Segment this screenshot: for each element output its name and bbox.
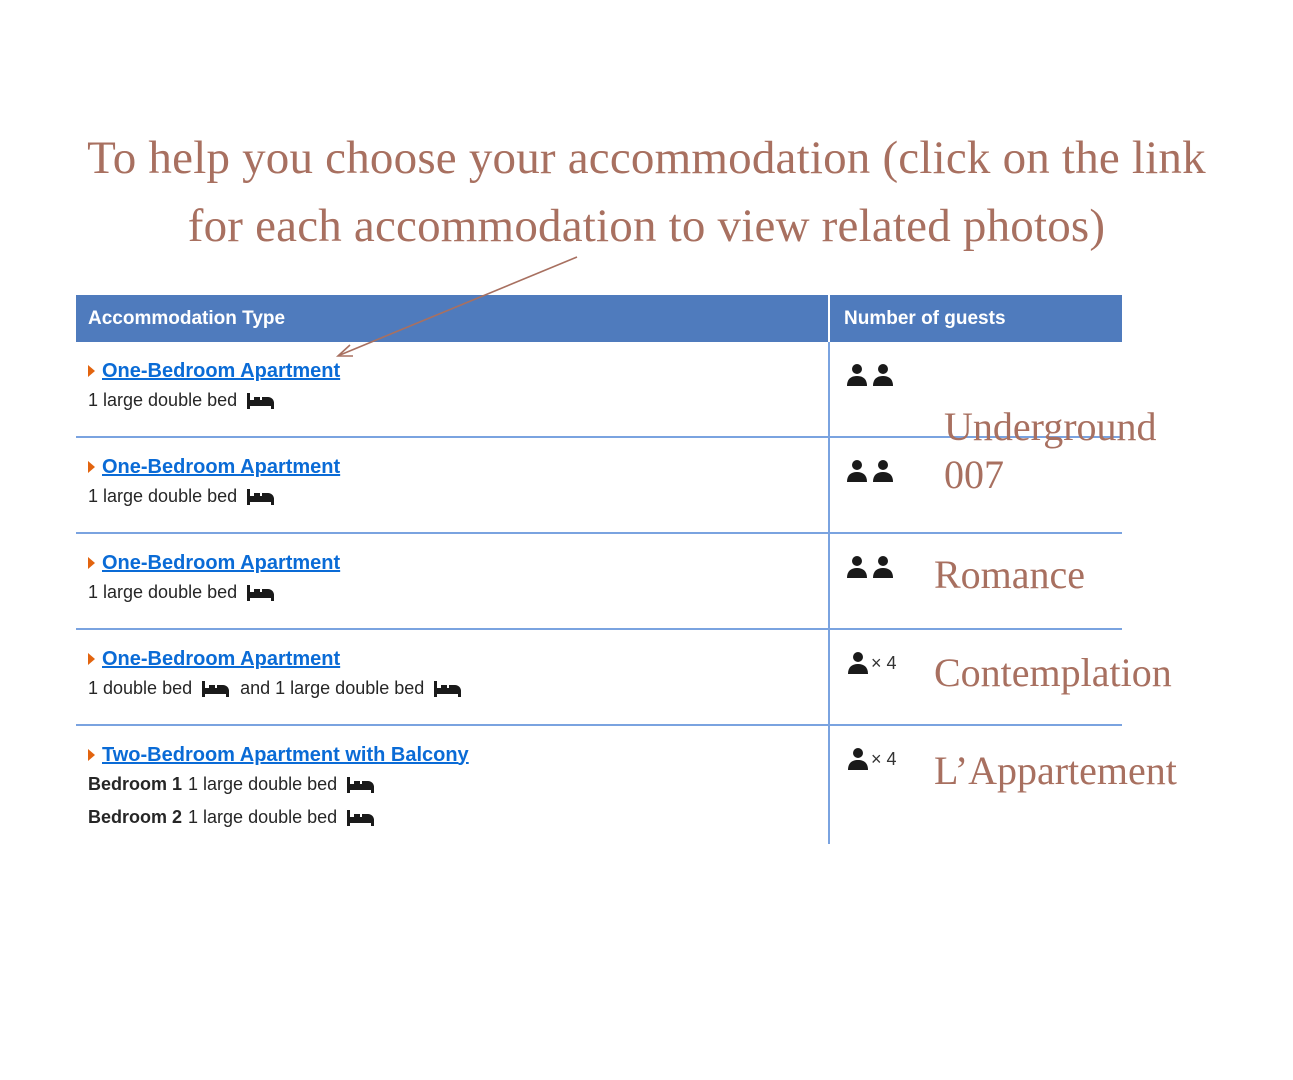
apartment-link[interactable]: One-Bedroom Apartment [102,455,341,478]
apartment-link[interactable]: One-Bedroom Apartment [102,551,341,574]
accommodation-cell [76,534,830,628]
room-name-annotation: 007 [944,452,1004,497]
expand-triangle-icon [88,749,95,761]
apartment-link[interactable]: One-Bedroom Apartment [102,359,341,382]
apartment-link[interactable]: Two-Bedroom Apartment with Balcony [102,743,469,766]
table-row [76,534,1122,630]
bed-icon [201,680,231,698]
expand-triangle-icon [88,653,95,665]
table-header [76,295,1122,342]
table-row [76,438,1122,534]
header-accommodation-type: Accommodation Type [76,295,830,342]
bed-description: 1 large double bed [188,807,338,827]
header-number-of-guests: Number of guests [844,307,1006,329]
room-name-annotation: L’Appartement [934,748,1177,793]
guests-cell [830,342,1157,449]
accommodation-cell [76,438,830,532]
bed-description: 1 large double bed [88,582,238,602]
person-icon [847,651,897,675]
bed-description: 1 double bed [88,678,193,698]
expand-triangle-icon [88,557,95,569]
bed-icon [346,809,376,827]
guests-cell [830,534,1122,628]
accommodation-cell [76,630,830,724]
person-icon [847,747,897,771]
room-name-annotation: Romance [934,552,1086,597]
heading-line-1: To help you choose your accommodation (click on the link [87,132,1206,184]
table-row [76,726,1177,844]
two-person-icon [847,555,895,579]
table-row [76,342,1157,449]
expand-triangle-icon [88,365,95,377]
heading-line-2: for each accommodation to view related photos) [187,200,1106,252]
table-row [76,630,1172,726]
bed-description: 1 large double bed [88,390,238,410]
page-heading [0,124,1293,260]
bed-description: 1 large double bed [188,774,338,794]
two-person-icon [847,363,895,387]
guest-multiplier: × 4 [871,652,897,673]
room-name-annotation: Contemplation [934,650,1172,695]
guests-cell [830,726,1177,844]
bed-icon [346,776,376,794]
bed-description: 1 large double bed [88,486,238,506]
bedroom-2-label: Bedroom 2 [88,807,183,827]
apartment-link[interactable]: One-Bedroom Apartment [102,647,341,670]
two-person-icon [847,459,895,483]
bed-icon [246,584,276,602]
room-name-annotation: Underground [944,404,1157,449]
bedroom-1-label: Bedroom 1 [88,774,183,794]
bed-icon [433,680,463,698]
guests-cell [830,438,1122,532]
expand-triangle-icon [88,461,95,473]
guests-cell [830,630,1172,724]
accommodation-table [76,295,1177,844]
accommodation-cell [76,726,830,844]
accommodation-cell [76,342,830,436]
bed-icon [246,392,276,410]
bed-icon [246,488,276,506]
bed-description-and: and 1 large double bed [240,678,425,698]
guest-multiplier: × 4 [871,748,897,769]
